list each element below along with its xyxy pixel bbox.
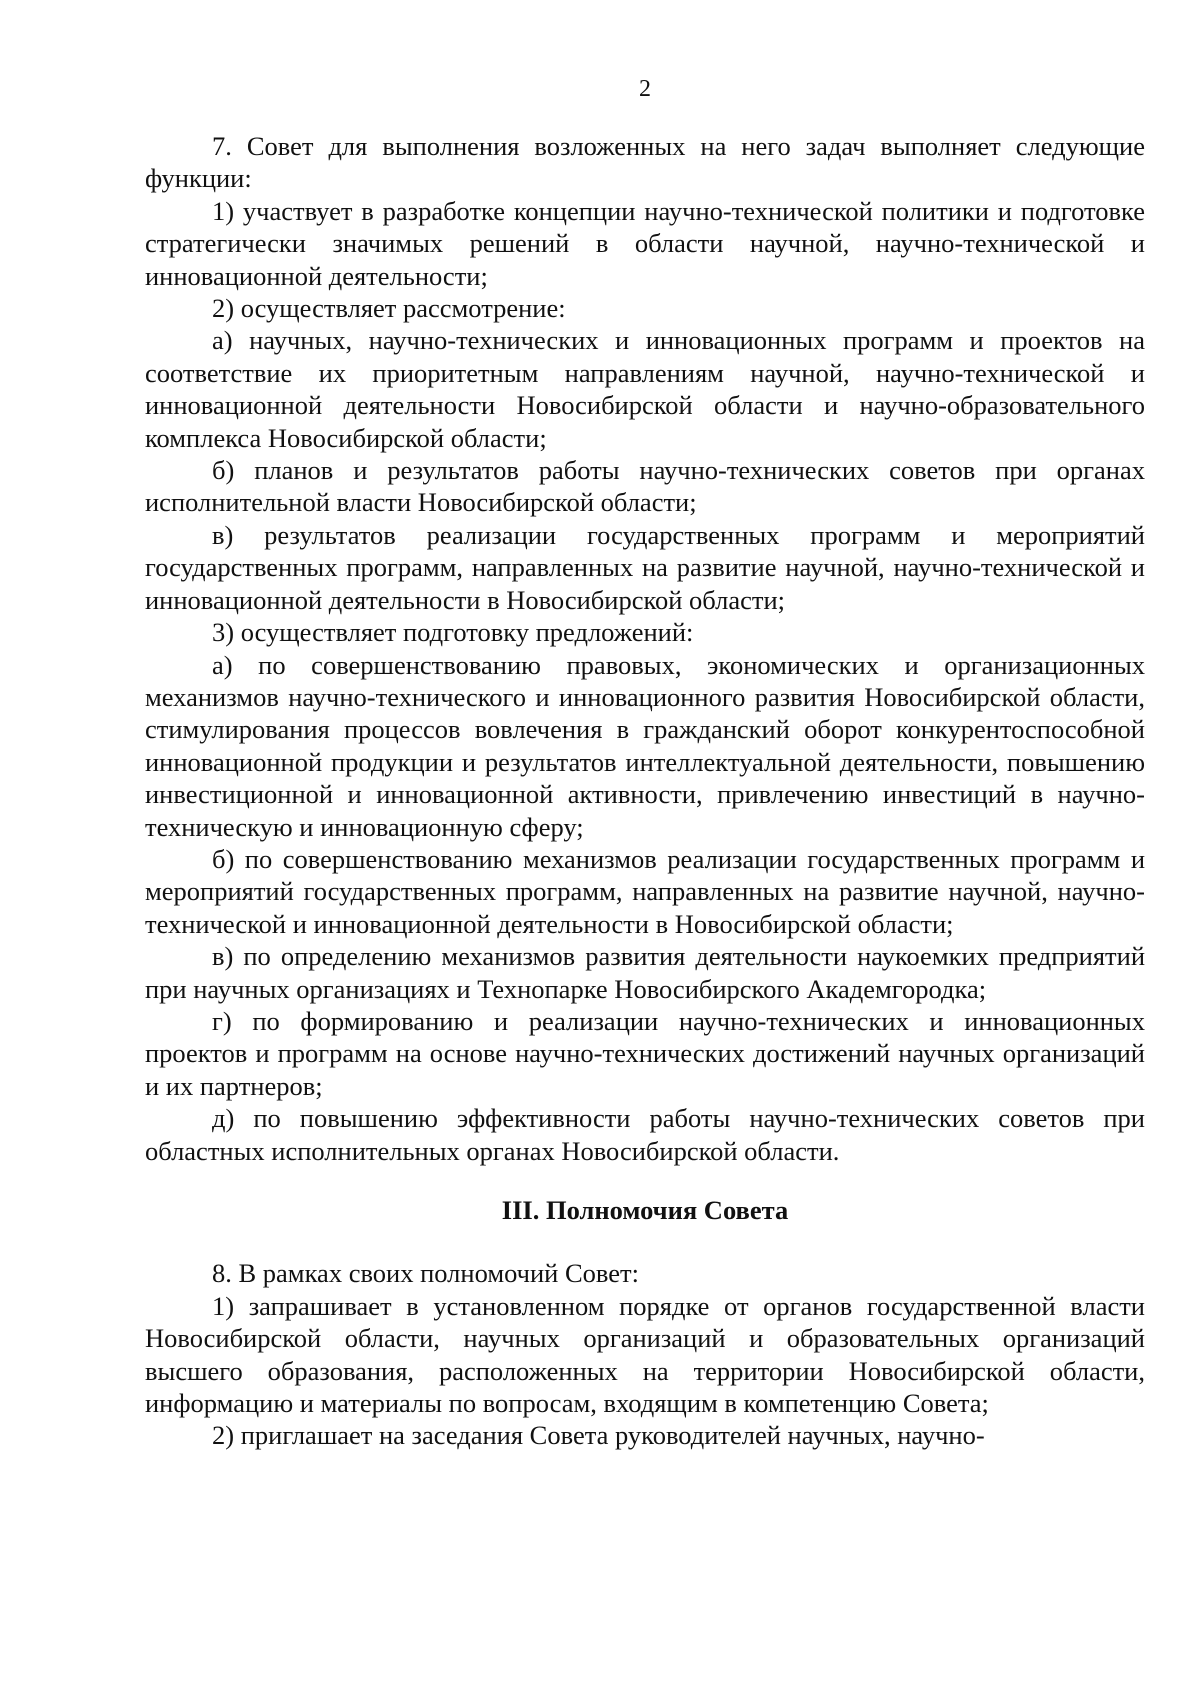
paragraph-8-item-1: 1) запрашивает в установленном порядке от органов государственной власти Новосибирской области, научных организаций и образовательных организаций высшего образования, расположенных на территории Новосибирской области, информацию и материалы по вопросам, входящим в компетенцию Совета; bbox=[145, 1290, 1145, 1419]
paragraph-8-intro: 8. В рамках своих полномочий Совет: bbox=[212, 1258, 639, 1289]
paragraph-7-item-3a: а) по совершенствованию правовых, экономических и организационных механизмов научно-технического и инновационного развития Новосибирской области, стимулирования процессов вовлечения в гражданский оборот конкурентоспособной инновационной продукции и результатов интеллектуальной деятельности, повышению инвестиционной и инновационной активности, привлечению инвестиций в научно-техническую и инновационную сферу; bbox=[145, 649, 1145, 842]
page-number: 2 bbox=[639, 76, 651, 102]
paragraph-7-item-2v: в) результатов реализации государственных программ и мероприятий государственных программ, направленных на развитие научной, научно-технической и инновационной деятельности в Новосибирской области; bbox=[145, 519, 1145, 615]
document-page bbox=[145, 0, 1145, 1697]
paragraph-7-item-3g: г) по формированию и реализации научно-технических и инновационных проектов и программ на основе научно-технических достижений научных организаций и их партнеров; bbox=[145, 1005, 1145, 1101]
paragraph-7-item-2: 2) осуществляет рассмотрение: bbox=[212, 293, 566, 324]
document-body bbox=[145, 130, 1145, 1452]
paragraph-7-intro: 7. Совет для выполнения возложенных на него задач выполняет следующие функции: bbox=[145, 131, 1145, 194]
paragraph-7-item-1: 1) участвует в разработке концепции научно-технической политики и подготовке стратегически значимых решений в области научной, научно-технической и инновационной деятельности; bbox=[145, 195, 1145, 291]
paragraph-7-item-3d: д) по повышению эффективности работы научно-технических советов при областных исполнительных органах Новосибирской области. bbox=[145, 1103, 1145, 1166]
paragraph-7-item-3: 3) осуществляет подготовку предложений: bbox=[212, 617, 694, 648]
section-3-heading: III. Полномочия Совета bbox=[501, 1195, 789, 1225]
paragraph-7-item-3v: в) по определению механизмов развития деятельности наукоемких предприятий при научных организациях и Технопарке Новосибирского Академгородка; bbox=[145, 941, 1145, 1004]
paragraph-7-item-3b: б) по совершенствованию механизмов реализации государственных программ и мероприятий государственных программ, направленных на развитие научной, научно-технической и инновационной деятельности в Новосибирской области; bbox=[145, 843, 1145, 939]
paragraph-8-item-2: 2) приглашает на заседания Совета руководителей научных, научно- bbox=[212, 1420, 985, 1451]
paragraph-7-item-2b: б) планов и результатов работы научно-технических советов при органах исполнительной власти Новосибирской области; bbox=[145, 455, 1145, 518]
paragraph-7-item-2a: а) научных, научно-технических и инновационных программ и проектов на соответствие их приоритетным направлениям научной, научно-технической и инновационной деятельности Новосибирской области и научно-образовательного комплекса Новосибирской области; bbox=[145, 325, 1145, 453]
